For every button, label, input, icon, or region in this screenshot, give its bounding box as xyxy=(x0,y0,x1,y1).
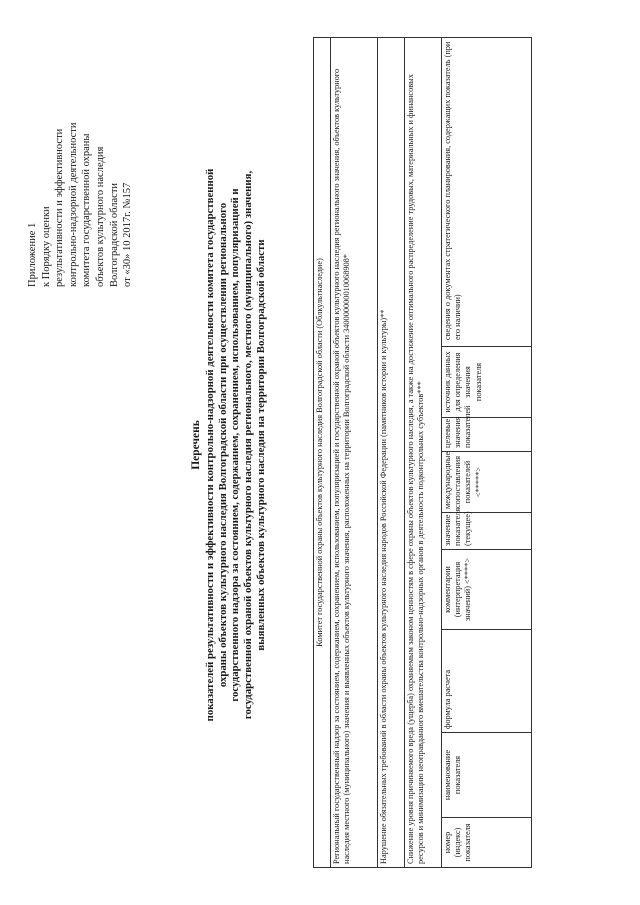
indicators-table xyxy=(313,37,532,868)
column-header: целевые значения показателей xyxy=(442,418,532,452)
appendix-line: контрольно-надзорной деятельности xyxy=(67,122,79,287)
column-header: значение показателя (текущее) xyxy=(442,513,532,550)
column-header: международные сопоставления показателей <*****> xyxy=(442,452,532,513)
appendix-line: Приложение 1 xyxy=(27,222,38,287)
title-line: выявленных объектов культурного наследия на территории Волгоградской области xyxy=(254,239,267,651)
column-header: источник данных для определения значения показателя xyxy=(442,347,532,418)
violation-row: Нарушение обязательных требований в области охраны объектов культурного наследия народов Российской Федерации (памятников истории и культуры)** xyxy=(378,37,405,867)
column-header: наименование показателя xyxy=(442,733,532,818)
appendix-line: результативности и эффективности xyxy=(54,128,66,287)
title-line: государственной охраной объектов культурного наследия регионального, местного (муниципального) значения, xyxy=(242,170,255,720)
appendix-line: к Порядку оценки xyxy=(40,206,52,287)
column-header: номер (индекс) показателя xyxy=(442,818,532,868)
column-header: формула расчета xyxy=(442,630,532,733)
title-line: государственного надзора за состоянием, содержанием, сохранением, использованием, популяризацией и xyxy=(229,188,242,702)
committee-row: Комитет государственной охраны объектов культурного наследия Волгоградской области (Облкультнаследие) xyxy=(314,37,331,867)
appendix-line: комитета государственной охраны xyxy=(81,133,93,287)
appendix-line: Волгоградской области xyxy=(108,182,120,287)
supervision-row: Региональный государственный надзор за состоянием, содержанием, сохранением, использованием, популяризацией и государственной охраной объектов культурного наследия регионального значения, объектов культурного наследия местного (муниципального) значения и выявленных объектов культурного значения, расположенных на территории Волгоградской области 340000000010068908* xyxy=(331,37,378,867)
appendix-line: от «30» 10 2017г. №157 xyxy=(122,182,134,287)
title-heading: Перечень xyxy=(190,420,202,470)
column-header: сведения о документах стратегического планирования, содержащих показатель (при его наличии) xyxy=(442,37,532,346)
title-line: охраны объектов культурного наследия Волгоградской области при осуществлении регионального xyxy=(216,202,229,688)
column-header: комментарии (интерпретация значений) <****> xyxy=(442,550,532,630)
title-line: показателей результативности и эффективности контрольно-надзорной деятельности комитета государственной xyxy=(203,168,216,722)
appendix-header xyxy=(26,17,135,287)
appendix-line: объектов культурного наследия xyxy=(94,146,106,287)
harm-reduction-row: Снижение уровня причиняемого вреда (ущерба) охраняемым законом ценностям в сфере охраны объектов культурного наследия, а также на достижение оптимального распределение трудовых, материальных и финансовых ресурсов и минимизацию неоправданного вмешательства контрольно-надзорных органов в деятельность подконтрольных субъектов*** xyxy=(405,37,442,867)
document-title xyxy=(190,55,268,835)
